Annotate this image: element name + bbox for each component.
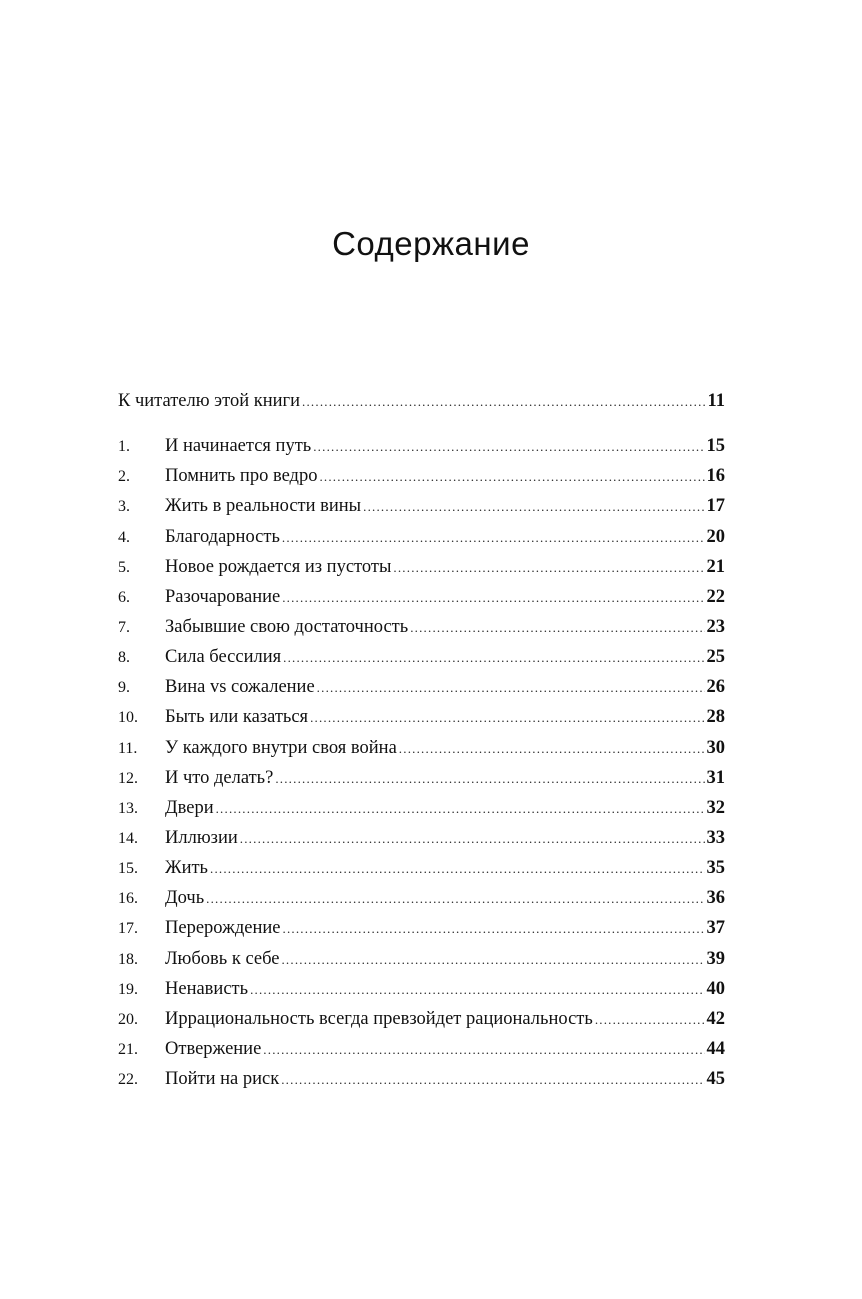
toc-entry[interactable] — [118, 944, 725, 974]
dot-leader — [206, 884, 704, 914]
toc-entry-title: Быть или казаться — [165, 707, 309, 728]
toc-entry-number: 20. — [118, 1010, 138, 1028]
toc-entry-title: Любовь к себе — [165, 948, 280, 969]
toc-entry-number: 22. — [118, 1071, 138, 1089]
dot-leader — [399, 734, 705, 764]
dot-leader — [319, 462, 704, 492]
toc-entry[interactable] — [118, 1064, 725, 1094]
toc-entry-page: 31 — [706, 767, 725, 788]
toc-entry[interactable] — [118, 823, 725, 853]
toc-entry-page: 23 — [706, 616, 725, 637]
toc-entry[interactable] — [118, 974, 725, 1004]
toc-entry-number: 1. — [118, 438, 130, 456]
dot-leader — [283, 643, 704, 673]
toc-entry-number: 7. — [118, 618, 130, 636]
toc-entry-title: Разочарование — [165, 586, 281, 607]
toc-entry-title: Иллюзии — [165, 827, 238, 848]
toc-entry-page: 26 — [706, 677, 725, 698]
toc-entry[interactable] — [118, 672, 725, 702]
toc-entry-title: У каждого внутри своя война — [165, 737, 397, 758]
toc-entry[interactable] — [118, 733, 725, 763]
toc-entry[interactable] — [118, 461, 725, 491]
toc-entry-title: Ненависть — [165, 978, 249, 999]
toc-entry[interactable] — [118, 522, 725, 552]
toc-entry-number: 2. — [118, 468, 130, 486]
toc-entry-page: 32 — [706, 797, 725, 818]
dot-leader — [393, 553, 704, 583]
toc-entry[interactable] — [118, 642, 725, 672]
toc-entry[interactable] — [118, 1034, 725, 1064]
toc-entry-number: 12. — [118, 769, 138, 787]
toc-entry-title: Сила бессилия — [165, 647, 282, 668]
toc-entry-page: 40 — [706, 978, 725, 999]
toc-entry-title: И что делать? — [165, 767, 274, 788]
toc-entry-title: Забывшие свою достаточность — [165, 616, 409, 637]
toc-entry-title: К читателю этой книги — [118, 391, 301, 411]
toc-entry-page: 11 — [707, 391, 725, 411]
toc-entry-page: 22 — [706, 586, 725, 607]
toc-entry-number: 10. — [118, 709, 138, 727]
dot-leader — [363, 492, 704, 522]
dot-leader — [240, 824, 705, 854]
toc-entry-number: 8. — [118, 649, 130, 667]
toc-entry-title: Жить в реальности вины — [165, 496, 362, 517]
dot-leader — [263, 1035, 704, 1065]
toc-entry[interactable] — [118, 612, 725, 642]
toc-entry-title: Отвержение — [165, 1038, 262, 1059]
toc-entry-page: 45 — [706, 1069, 725, 1090]
toc-entry-number: 9. — [118, 679, 130, 697]
dot-leader — [216, 794, 705, 824]
toc-entry-number: 3. — [118, 498, 130, 516]
toc-entry-page: 42 — [706, 1008, 725, 1029]
toc-entry-intro[interactable] — [118, 386, 725, 416]
toc-entry-number: 19. — [118, 980, 138, 998]
toc-entry-page: 39 — [706, 948, 725, 969]
toc-entry-title: И начинается путь — [165, 436, 312, 457]
toc-entry-page: 33 — [706, 827, 725, 848]
dot-leader — [281, 1065, 704, 1095]
toc-entry[interactable] — [118, 491, 725, 521]
toc-entry[interactable] — [118, 552, 725, 582]
toc-entry[interactable] — [118, 763, 725, 793]
toc-entry-title: Перерождение — [165, 918, 281, 939]
toc-entry-number: 5. — [118, 558, 130, 576]
toc-entry-title: Дочь — [165, 888, 205, 909]
toc-entry-number: 14. — [118, 829, 138, 847]
toc-entry-number: 15. — [118, 860, 138, 878]
toc-entry-number: 17. — [118, 920, 138, 938]
toc-entry-number: 13. — [118, 799, 138, 817]
chapter-list — [118, 431, 725, 1094]
dot-leader — [282, 523, 705, 553]
dot-leader — [317, 673, 705, 703]
toc-entry-page: 15 — [706, 436, 725, 457]
toc-entry-number: 18. — [118, 950, 138, 968]
toc-entry-page: 35 — [706, 858, 725, 879]
toc-entry[interactable] — [118, 913, 725, 943]
toc-entry-title: Благодарность — [165, 526, 280, 547]
toc-entry-page: 20 — [706, 526, 725, 547]
toc-entry[interactable] — [118, 582, 725, 612]
toc-entry[interactable] — [118, 702, 725, 732]
dot-leader — [282, 583, 704, 613]
dot-leader — [283, 914, 705, 944]
toc-entry-title: Жить — [165, 858, 208, 879]
toc-entry-number: 6. — [118, 588, 130, 606]
dot-leader — [275, 764, 704, 794]
toc-entry[interactable] — [118, 1004, 725, 1034]
toc-entry-page: 36 — [706, 888, 725, 909]
toc-entry-number: 11. — [118, 739, 138, 757]
toc-entry-number: 16. — [118, 890, 138, 908]
dot-leader — [281, 945, 704, 975]
toc-entry-page: 17 — [706, 496, 725, 517]
toc-entry-title: Новое рождается из пустоты — [165, 556, 392, 577]
toc-entry-page: 44 — [706, 1038, 725, 1059]
toc-entry-page: 30 — [706, 737, 725, 758]
page-title: Содержание — [332, 225, 530, 262]
dot-leader — [250, 975, 704, 1005]
toc-entry-page: 21 — [706, 556, 725, 577]
toc-entry-page: 25 — [706, 647, 725, 668]
toc-entry[interactable] — [118, 793, 725, 823]
toc-entry-title: Вина vs сожаление — [165, 677, 315, 698]
toc-entry-title: Иррациональность всегда превзойдет рациональность — [165, 1008, 593, 1029]
toc-entry-page: 28 — [706, 707, 725, 728]
toc-entry-title: Двери — [165, 797, 214, 818]
toc-entry[interactable] — [118, 883, 725, 913]
dot-leader — [410, 613, 704, 643]
toc-entry[interactable] — [118, 431, 725, 461]
dot-leader — [595, 1005, 705, 1035]
toc-entry[interactable] — [118, 853, 725, 883]
toc-entry-number: 4. — [118, 528, 130, 546]
dot-leader — [310, 703, 704, 733]
table-of-contents — [118, 386, 725, 1094]
dot-leader — [302, 387, 705, 417]
toc-entry-title: Помнить про ведро — [165, 466, 318, 487]
dot-leader — [313, 432, 704, 462]
toc-entry-page: 16 — [706, 466, 725, 487]
toc-entry-page: 37 — [706, 918, 725, 939]
toc-entry-number: 21. — [118, 1040, 138, 1058]
dot-leader — [210, 854, 705, 884]
toc-entry-title: Пойти на риск — [165, 1069, 280, 1090]
